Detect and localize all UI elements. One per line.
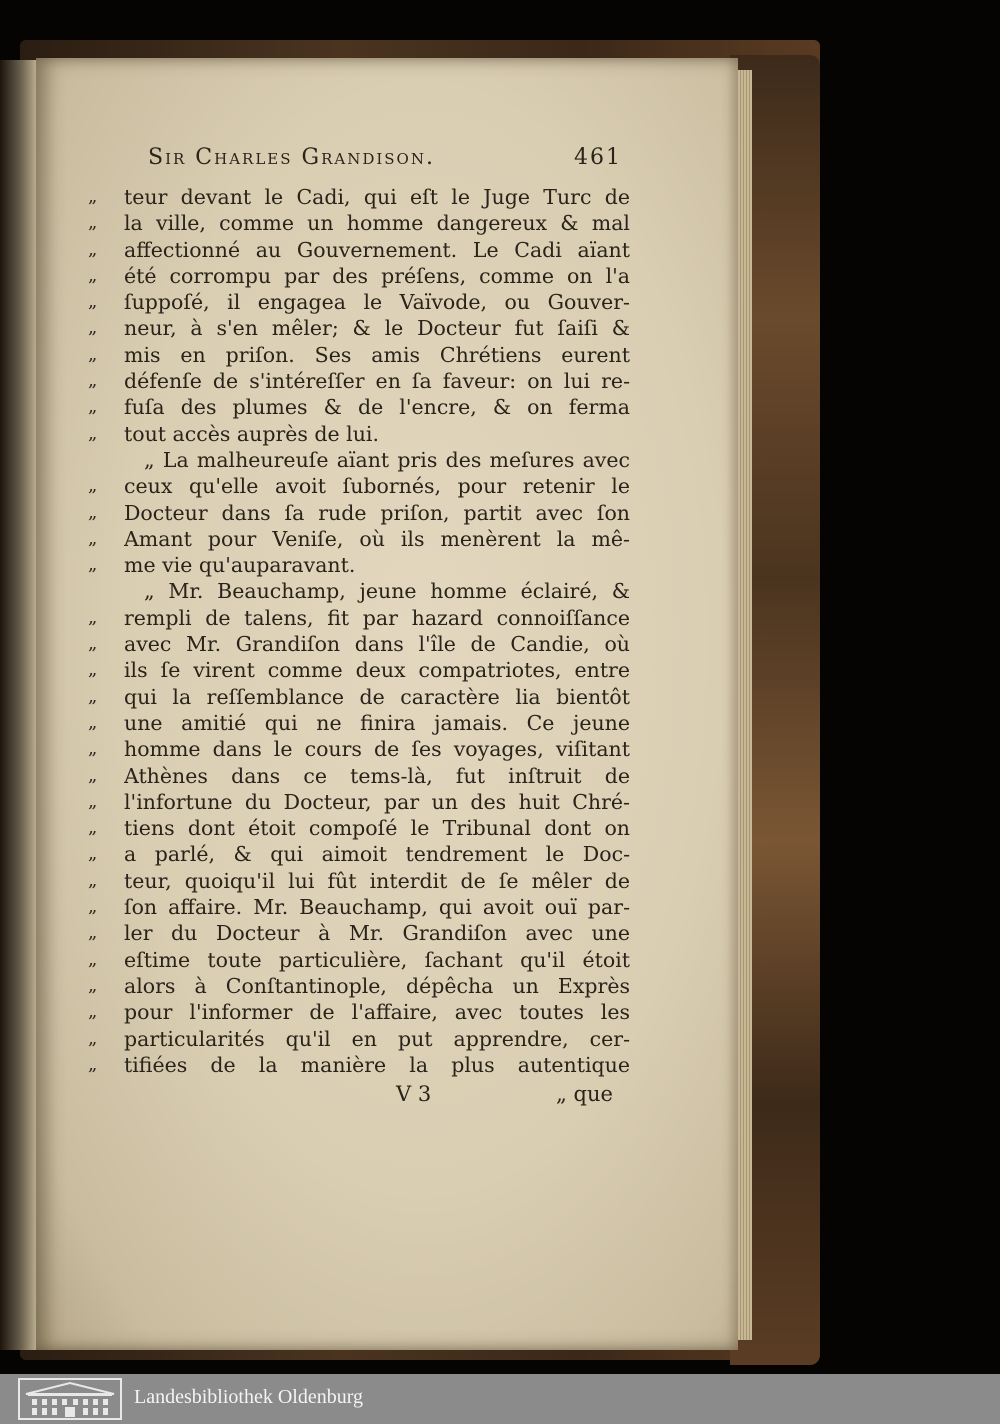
line-text: ceux qu'elle avoit ſubornés, pour retenir le [124,474,630,499]
line-text: mis en priſon. Ses amis Chrétiens eurent [124,342,630,367]
line-text: tifiées de la manière la plus autentique [124,1052,630,1077]
line-text: teur, quoiqu'il lui fût interdit de ſe mêler de [124,868,630,893]
line-text: particularités qu'il en put apprendre, cer- [124,1026,630,1051]
line-text: me vie qu'auparavant. [124,553,356,578]
text-line [88,684,628,710]
line-text: „ Mr. Beauchamp, jeune homme éclairé, & [144,579,630,604]
text-line [88,342,628,368]
quote-mark: „ [88,238,98,260]
body-text [88,184,628,1078]
quote-mark: „ [88,264,98,286]
quote-mark: „ [88,974,98,996]
quote-mark: „ [88,1001,98,1023]
signature-mark: V 3 [396,1082,432,1106]
quote-mark: „ [88,606,98,628]
quote-mark: „ [88,685,98,707]
quote-mark: „ [88,396,98,418]
text-line [88,500,628,526]
line-text: été corrompu par des préſens, comme on l'a [124,263,630,288]
line-text: l'infortune du Docteur, par un des huit Chré- [124,789,630,814]
line-text: Athènes dans ce tems-là, fut inſtruit de [124,763,630,788]
text-line [88,841,628,867]
line-text: avec Mr. Grandiſon dans l'île de Candie, où [124,632,630,657]
text-line [88,631,628,657]
quote-mark: „ [88,711,98,733]
text-line [88,1026,628,1052]
quote-mark: „ [88,317,98,339]
library-building-icon [18,1378,122,1420]
line-text: Amant pour Veniſe, où ils menèrent la mê- [124,526,630,551]
line-text: qui la reſſemblance de caractère lia bientôt [124,684,630,709]
line-text: ler du Docteur à Mr. Grandiſon avec une [124,921,630,946]
line-text: teur devant le Cadi, qui eſt le Juge Turc de [124,185,630,209]
quote-mark: „ [88,554,98,576]
line-text: une amitié qui ne finira jamais. Ce jeune [124,710,630,735]
text-line [88,184,628,210]
text-line [88,394,628,420]
line-text: homme dans le cours de ſes voyages, viſitant [124,737,630,762]
text-line [88,710,628,736]
quote-mark: „ [88,633,98,655]
text-line [88,605,628,631]
text-line [88,421,628,447]
text-line [88,657,628,683]
quote-mark: „ [88,291,98,313]
running-title: Sir Charles Grandison. [148,145,435,170]
page-footer [396,1082,636,1112]
quote-mark: „ [88,501,98,523]
line-text: tout accès auprès de lui. [124,421,380,446]
text-line [88,447,628,473]
quote-mark: „ [88,896,98,918]
text-line [88,973,628,999]
quote-mark: „ [88,186,98,207]
running-header [148,145,628,177]
text-line [88,1052,628,1078]
text-line [88,999,628,1025]
line-text: défenſe de s'intéreſſer en ſa faveur: on lui re- [124,369,630,394]
text-line [88,473,628,499]
line-text: „ La malheureuſe aïant pris des meſures avec [144,447,630,472]
text-line [88,368,628,394]
quote-mark: „ [88,343,98,365]
text-line [88,210,628,236]
quote-mark: „ [88,869,98,891]
quote-mark: „ [88,1053,98,1075]
text-line [88,289,628,315]
line-text: affectionné au Gouvernement. Le Cadi aïant [124,237,630,262]
line-text: eſtime toute particulière, ſachant qu'il étoit [124,947,630,972]
text-line [88,315,628,341]
line-text: alors à Conſtantinople, dépêcha un Exprès [124,973,630,998]
quote-mark: „ [88,738,98,760]
text-line [88,552,628,578]
quote-mark: „ [88,922,98,944]
line-text: ſuppoſé, il engagea le Vaïvode, ou Gouver- [124,290,630,315]
line-text: pour l'informer de l'affaire, avec toutes les [124,1000,630,1025]
quote-mark: „ [88,790,98,812]
quote-mark: „ [88,370,98,392]
text-line [88,237,628,263]
quote-mark: „ [88,422,98,444]
line-text: la ville, comme un homme dangereux & mal [124,211,630,236]
text-line [88,789,628,815]
library-banner [0,1374,1000,1424]
line-text: tiens dont étoit compoſé le Tribunal dont on [124,816,630,841]
page-number: 461 [574,145,622,170]
library-name: Landesbibliothek Oldenburg [134,1386,364,1408]
text-line [88,894,628,920]
quote-mark: „ [88,527,98,549]
quote-mark: „ [88,475,98,497]
text-line [88,815,628,841]
page-block-edges [738,70,752,1340]
quote-mark: „ [88,212,98,234]
line-text: Docteur dans ſa rude priſon, partit avec ſon [124,500,630,525]
quote-mark: „ [88,817,98,839]
quote-mark: „ [88,659,98,681]
text-line [88,947,628,973]
quote-mark: „ [88,1027,98,1049]
line-text: neur, à s'en mêler; & le Docteur fut ſaiſi & [124,316,630,341]
text-line [88,763,628,789]
line-text: rempli de talens, fit par hazard connoiſſance [124,605,630,630]
line-text: ſon affaire. Mr. Beauchamp, qui avoit ouï par- [124,895,630,920]
text-line [88,263,628,289]
text-line [88,578,628,604]
line-text: a parlé, & qui aimoit tendrement le Doc- [124,842,630,867]
quote-mark: „ [88,843,98,865]
text-line [88,736,628,762]
text-line [88,868,628,894]
previous-page-edge [0,60,36,1350]
catchword: „ que [556,1082,613,1106]
text-line [88,920,628,946]
line-text: fuſa des plumes & de l'encre, & on ferma [124,395,630,420]
text-line [88,526,628,552]
quote-mark: „ [88,948,98,970]
line-text: ils ſe virent comme deux compatriotes, entre [124,658,630,683]
quote-mark: „ [88,764,98,786]
